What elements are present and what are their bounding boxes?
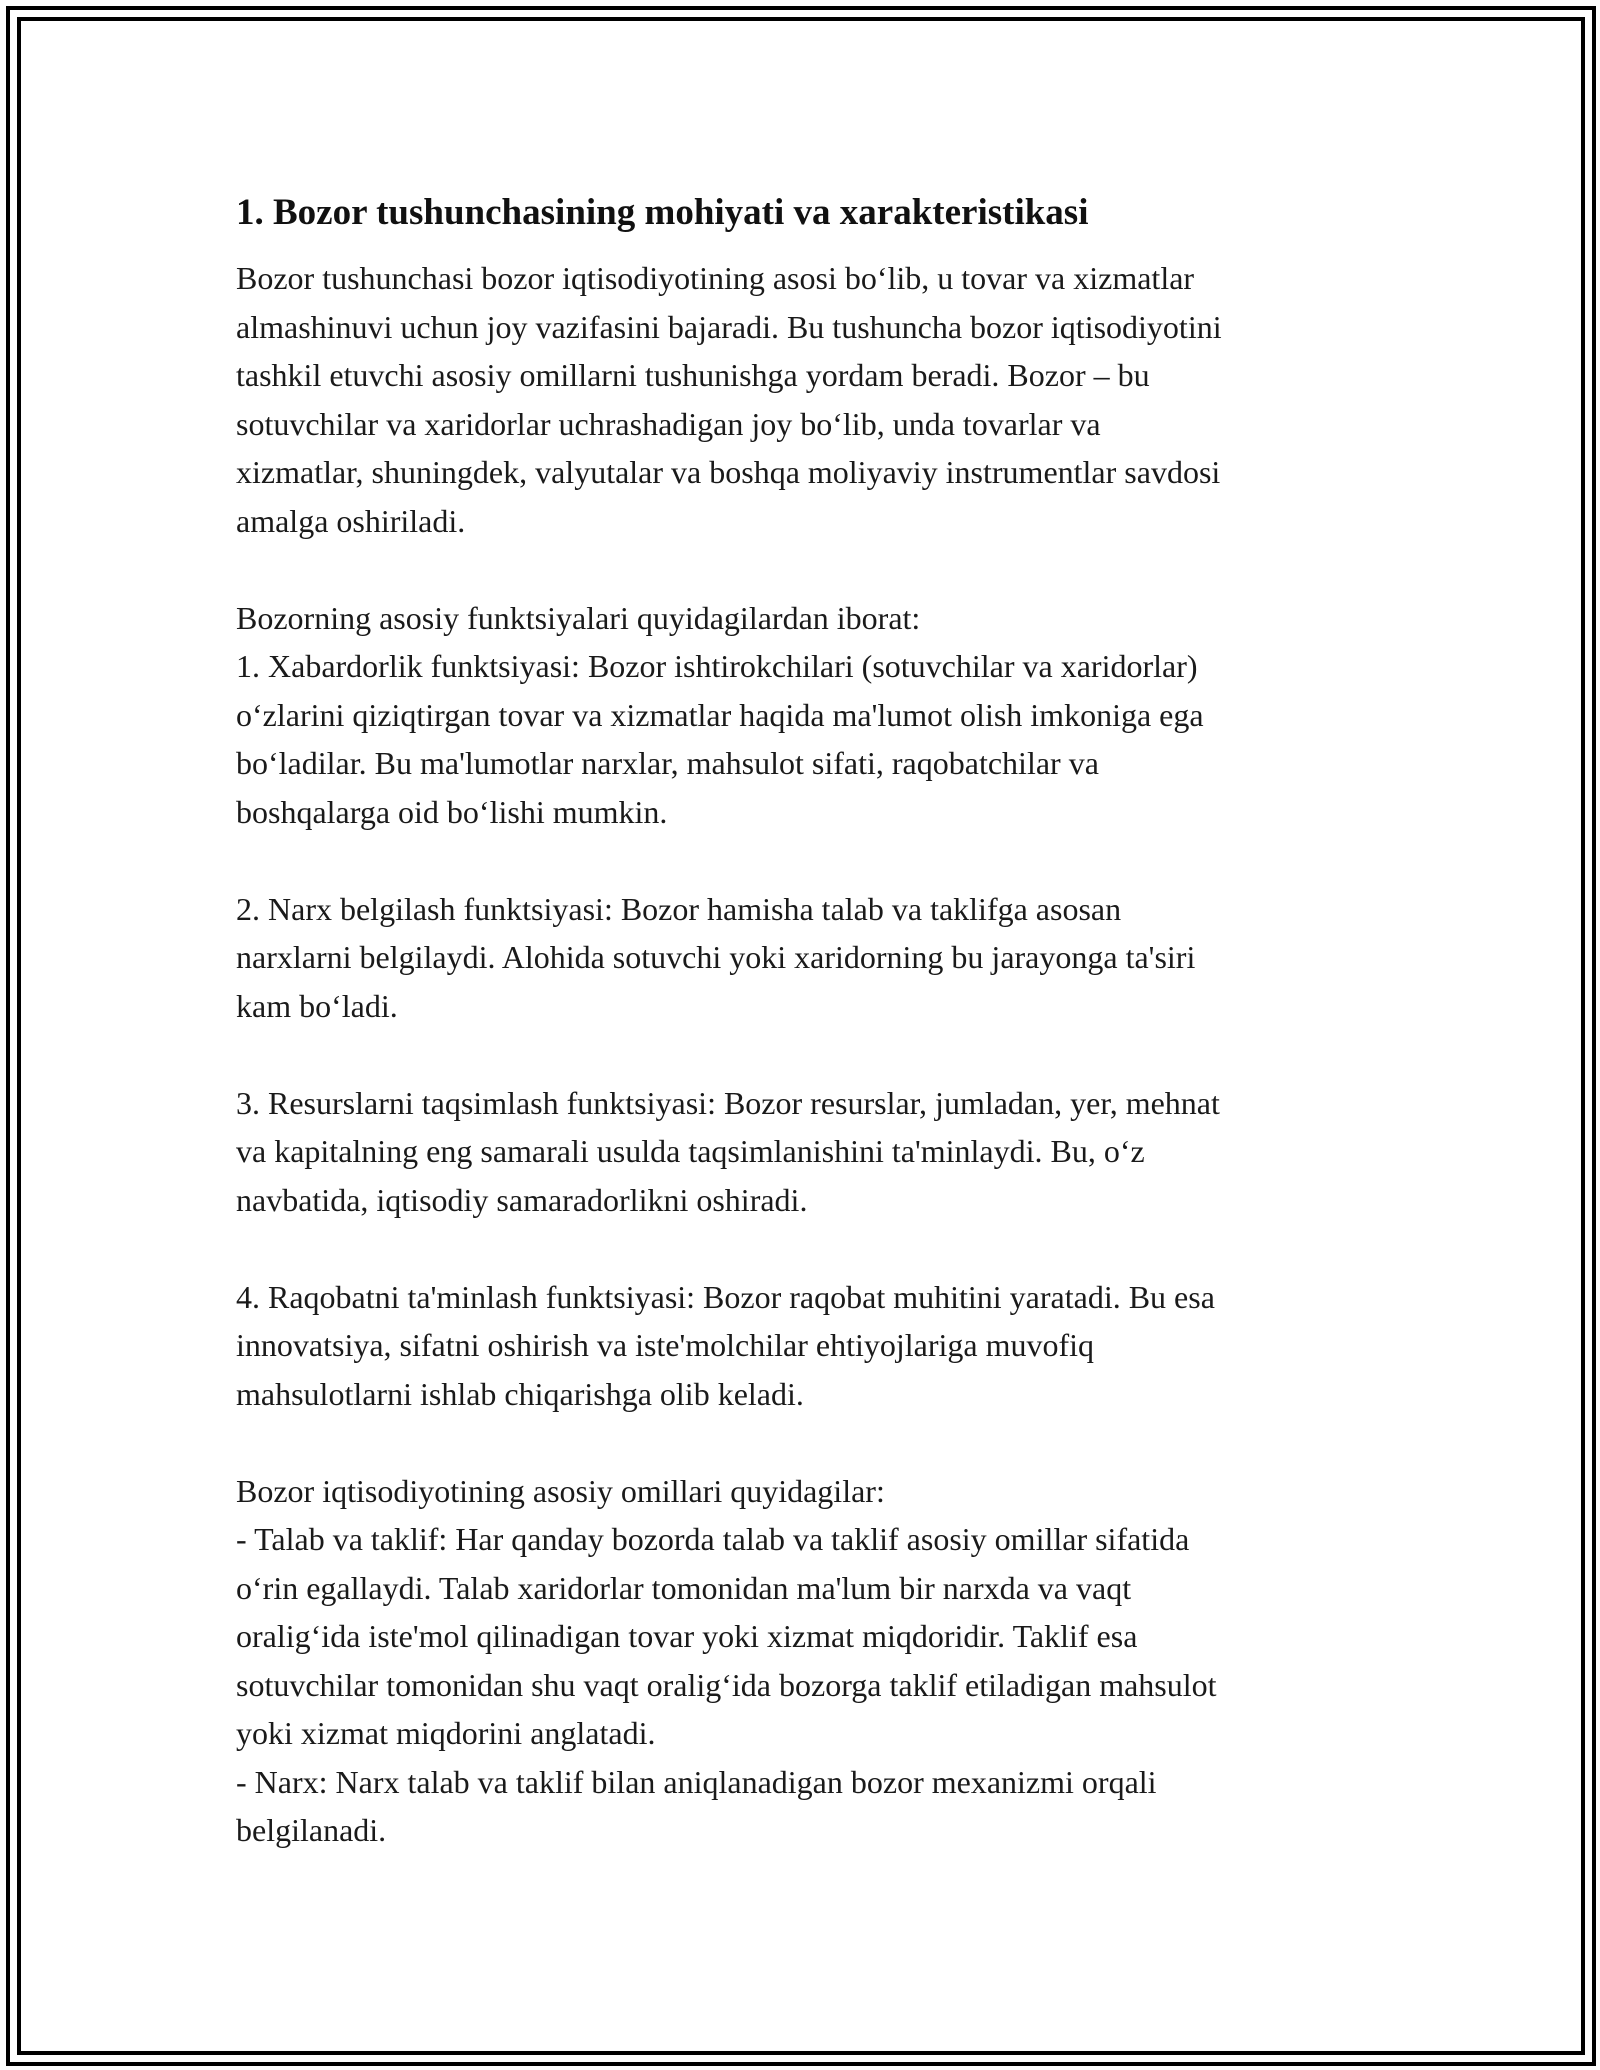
factor-item-2: - Narx: Narx talab va taklif bilan aniqlanadigan bozor mexanizmi orqali belgilanadi. — [236, 1763, 1157, 1848]
intro-paragraph: Bozor tushunchasi bozor iqtisodiyotining asosi bo‘lib, u tovar va xizmatlar almashinuvi uchun joy vazifasini bajaradi. Bu tushuncha bozor iqtisodiyotini tashkil etuvchi asosiy omillarni tushunishga yordam beradi. Bozor – bu sotuvchilar va xaridorlar uchrashadigan joy bo‘lib, unda tovarlar va xizmatlar, shuningdek, valyutalar va boshqa moliyaviy instrumentlar savdosi amalga oshiriladi. — [236, 260, 1222, 539]
function-item-3: 3. Resurslarni taqsimlash funktsiyasi: Bozor resurslar, jumladan, yer, mehnat va kapitalning eng samarali usulda taqsimlanishini ta'minlaydi. Bu, o‘z navbatida, iqtisodiy samaradorlikni oshiradi. — [236, 1084, 1220, 1218]
function-item-1: 1. Xabardorlik funktsiyasi: Bozor ishtirokchilari (sotuvchilar va xaridorlar) o‘zlarini qiziqtirgan tovar va xizmatlar haqida ma'lumot olish imkoniga ega bo‘ladilar. Bu ma'lumotlar narxlar, mahsulot sifati, raqobatchilar va boshqalarga oid bo‘lishi mumkin. — [236, 648, 1204, 830]
paragraph-gap — [236, 1030, 1376, 1079]
paragraph-gap — [236, 1418, 1376, 1467]
paragraph-gap — [236, 1224, 1376, 1273]
paragraph-gap — [236, 836, 1376, 885]
document-body — [236, 188, 1376, 1855]
function-item-2: 2. Narx belgilash funktsiyasi: Bozor hamisha talab va taklifga asosan narxlarni belgilaydi. Alohida sotuvchi yoki xaridorning bu jarayonga ta'siri kam bo‘ladi. — [236, 890, 1196, 1024]
factor-item-1: - Talab va taklif: Har qanday bozorda talab va taklif asosiy omillar sifatida o‘rin egallaydi. Talab xaridorlar tomonidan ma'lum bir narxda va vaqt oralig‘ida iste'mol qilinadigan tovar yoki xizmat miqdoridir. Taklif esa sotuvchilar tomonidan shu vaqt oralig‘ida bozorga taklif etiladigan mahsulot yoki xizmat miqdorini anglatadi. — [236, 1521, 1217, 1751]
document-title: 1. Bozor tushunchasining mohiyati va xarakteristikasi — [236, 192, 1089, 233]
paragraph-gap — [236, 545, 1376, 594]
factors-heading: Bozor iqtisodiyotining asosiy omillari quyidagilar: — [236, 1472, 885, 1509]
function-item-4: 4. Raqobatni ta'minlash funktsiyasi: Bozor raqobat muhitini yaratadi. Bu esa innovatsiya, sifatni oshirish va iste'molchilar ehtiyojlariga muvofiq mahsulotlarni ishlab chiqarishga olib keladi. — [236, 1278, 1215, 1412]
functions-heading: Bozorning asosiy funktsiyalari quyidagilardan iborat: — [236, 599, 921, 636]
